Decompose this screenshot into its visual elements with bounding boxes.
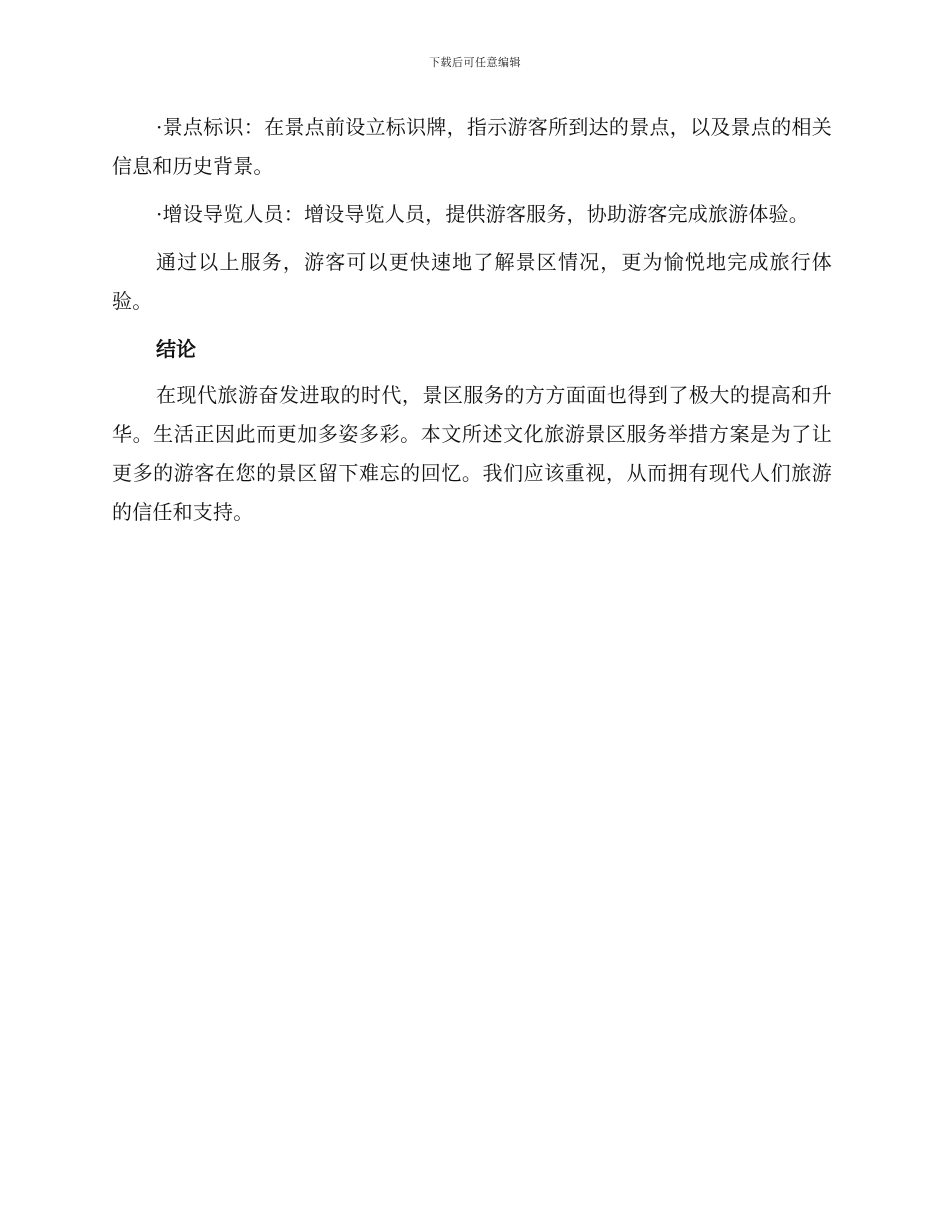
- page-header: 下载后可任意编辑: [429, 56, 521, 69]
- conclusion-paragraph: 在现代旅游奋发进取的时代，景区服务的方方面面也得到了极大的提高和升华。生活正因此而更加多姿多彩。本文所述文化旅游景区服务举措方案是为了让更多的游客在您的景区留下难忘的回忆。我们应该重视，从而拥有现代人们旅游的信任和支持。: [112, 383, 832, 524]
- conclusion-heading: 结论: [156, 337, 196, 361]
- document-body: [112, 108, 832, 541]
- summary-paragraph: 通过以上服务，游客可以更快速地了解景区情况，更为愉悦地完成旅行体验。: [112, 250, 832, 313]
- bullet-signage-paragraph: ·景点标识：在景点前设立标识牌，指示游客所到达的景点，以及景点的相关信息和历史背景。: [112, 115, 832, 178]
- bullet-guides-paragraph: ·增设导览人员：增设导览人员，提供游客服务，协助游客完成旅游体验。: [156, 202, 809, 226]
